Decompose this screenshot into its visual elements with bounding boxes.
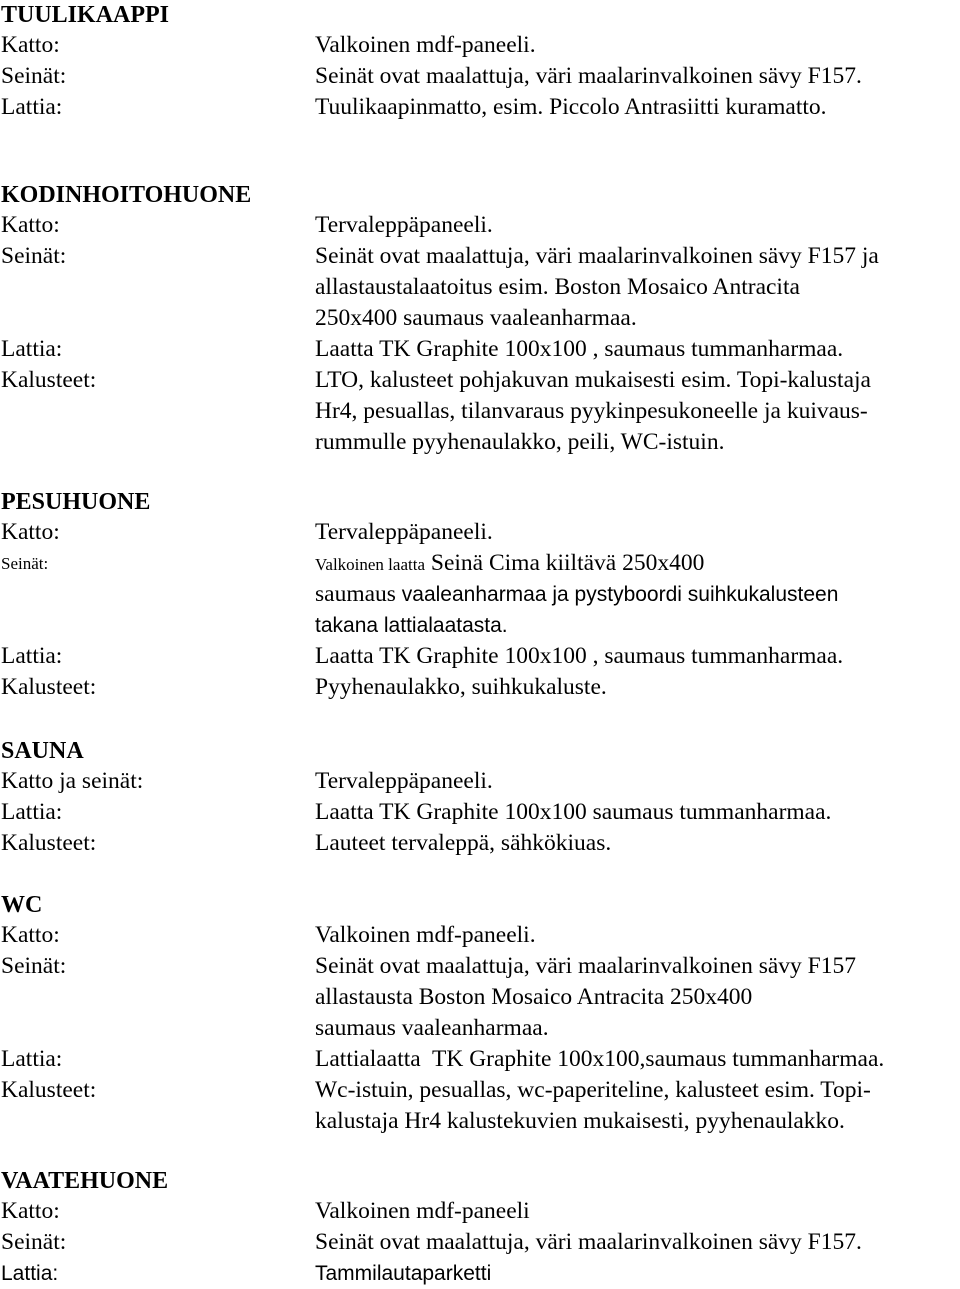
text-line: Pyyhenaulakko, suihkukaluste. — [315, 674, 607, 700]
label-katto: Katto: — [1, 1198, 60, 1224]
row-seinat — [1, 548, 959, 641]
text-line: Laatta TK Graphite 100x100 , saumaus tummanharmaa. — [315, 336, 844, 362]
label-seinat: Seinät: — [1, 243, 67, 269]
label-seinat: Seinät: — [1, 554, 49, 573]
text-line — [315, 548, 959, 579]
value-katto — [315, 30, 959, 61]
value-lattia — [315, 92, 959, 123]
text-line: Hr4, pesuallas, tilanvaraus pyykinpesukoneelle ja kuivaus- — [315, 398, 868, 424]
value-kalusteet — [315, 1075, 959, 1137]
section-title: TUULIKAAPPI — [1, 2, 170, 28]
label-katto: Katto: — [1, 922, 60, 948]
value-seinat — [315, 1227, 959, 1258]
text-line: 250x400 saumaus vaaleanharmaa. — [315, 305, 637, 331]
text-fragment: vaaleanharmaa ja pystyboordi suihkukalusteen — [395, 583, 839, 606]
text-line — [315, 579, 959, 610]
text-line: Laatta TK Graphite 100x100 , saumaus tummanharmaa. — [315, 643, 844, 669]
value-seinat — [315, 241, 959, 334]
text-line: kalustaja Hr4 kalustekuvien mukaisesti, pyyhenaulakko. — [315, 1108, 845, 1134]
row-seinat — [1, 61, 959, 92]
label-kalusteet: Kalusteet: — [1, 367, 97, 393]
row-lattia — [1, 1258, 959, 1289]
label-lattia: Lattia: — [1, 94, 63, 120]
section-tuulikaappi — [1, 0, 959, 123]
text-line: Seinät ovat maalattuja, väri maalarinvalkoinen sävy F157. — [315, 1229, 862, 1255]
value-lattia — [315, 1258, 959, 1289]
text-line: takana lattialaatasta. — [315, 614, 508, 637]
label-seinat: Seinät: — [1, 953, 67, 979]
row-katto-seinat — [1, 766, 959, 797]
value-kalusteet — [315, 828, 959, 859]
value-katto — [315, 920, 959, 951]
label-lattia: Lattia: — [1, 643, 63, 669]
value-seinat — [315, 548, 959, 641]
text-line: Wc-istuin, pesuallas, wc-paperiteline, kalusteet esim. Topi- — [315, 1077, 871, 1103]
label-katto: Katto: — [1, 32, 60, 58]
value-seinat — [315, 61, 959, 92]
text-line: allastaustalaatoitus esim. Boston Mosaico Antracita — [315, 274, 800, 300]
text-line: rummulle pyyhenaulakko, peili, WC-istuin. — [315, 429, 725, 455]
section-kodinhoitohuone — [1, 180, 959, 458]
text-line: Tervaleppäpaneeli. — [315, 768, 493, 794]
label-katto: Katto: — [1, 212, 60, 238]
row-katto — [1, 30, 959, 61]
value-lattia — [315, 1044, 959, 1075]
label-kalusteet: Kalusteet: — [1, 1077, 97, 1103]
section-pesuhuone — [1, 487, 959, 703]
text-line: saumaus vaaleanharmaa. — [315, 1015, 549, 1041]
value-kalusteet — [315, 365, 959, 458]
text-line: Lauteet tervaleppä, sähkökiuas. — [315, 830, 612, 856]
section-title: WC — [1, 892, 43, 918]
row-kalusteet — [1, 1075, 959, 1137]
label-seinat: Seinät: — [1, 63, 67, 89]
text-line: Valkoinen mdf-paneeli. — [315, 32, 536, 58]
label-lattia: Lattia: — [1, 1046, 63, 1072]
label-kalusteet: Kalusteet: — [1, 674, 97, 700]
text-line: Tammilautaparketti — [315, 1262, 492, 1285]
section-title: KODINHOITOHUONE — [1, 182, 252, 208]
value-seinat — [315, 951, 959, 1044]
document-page — [1, 0, 959, 1285]
text-line: Tuulikaapinmatto, esim. Piccolo Antrasiitti kuramatto. — [315, 94, 827, 120]
row-kalusteet — [1, 365, 959, 458]
row-seinat — [1, 951, 959, 1044]
value-kalusteet — [315, 672, 959, 703]
text-line: Lattialaatta TK Graphite 100x100,saumaus tummanharmaa. — [315, 1046, 885, 1072]
row-seinat — [1, 1227, 959, 1258]
value-katto — [315, 517, 959, 548]
text-line: Seinät ovat maalattuja, väri maalarinvalkoinen sävy F157. — [315, 63, 862, 89]
label-seinat: Seinät: — [1, 1229, 67, 1255]
section-vaatehuone — [1, 1166, 959, 1289]
section-title: PESUHUONE — [1, 489, 151, 515]
text-line: LTO, kalusteet pohjakuvan mukaisesti esim. Topi-kalustaja — [315, 367, 871, 393]
value-katto — [315, 210, 959, 241]
text-line: allastausta Boston Mosaico Antracita 250x400 — [315, 984, 753, 1010]
value-katto-seinat — [315, 766, 959, 797]
row-katto — [1, 210, 959, 241]
text-line: Seinät ovat maalattuja, väri maalarinvalkoinen sävy F157 — [315, 953, 856, 979]
row-kalusteet — [1, 828, 959, 859]
row-katto — [1, 1196, 959, 1227]
section-sauna — [1, 736, 959, 859]
row-kalusteet — [1, 672, 959, 703]
value-lattia — [315, 334, 959, 365]
label-kalusteet: Kalusteet: — [1, 830, 97, 856]
section-title: SAUNA — [1, 738, 84, 764]
row-katto — [1, 517, 959, 548]
text-fragment: saumaus — [315, 581, 396, 607]
row-lattia — [1, 334, 959, 365]
row-lattia — [1, 641, 959, 672]
value-katto — [315, 1196, 959, 1227]
row-lattia — [1, 797, 959, 828]
section-wc — [1, 890, 959, 1137]
text-line: Tervaleppäpaneeli. — [315, 519, 493, 545]
label-lattia: Lattia: — [1, 799, 63, 825]
value-lattia — [315, 797, 959, 828]
value-lattia — [315, 641, 959, 672]
text-line: Laatta TK Graphite 100x100 saumaus tummanharmaa. — [315, 799, 832, 825]
text-line: Valkoinen mdf-paneeli — [315, 1198, 530, 1224]
text-line: Valkoinen mdf-paneeli. — [315, 922, 536, 948]
label-lattia: Lattia: — [1, 1262, 59, 1285]
label-katto: Katto: — [1, 519, 60, 545]
text-line: Tervaleppäpaneeli. — [315, 212, 493, 238]
row-katto — [1, 920, 959, 951]
label-lattia: Lattia: — [1, 336, 63, 362]
text-fragment: Valkoinen laatta — [315, 555, 425, 574]
text-line: Seinät ovat maalattuja, väri maalarinvalkoinen sävy F157 ja — [315, 243, 879, 269]
label-katto-seinat: Katto ja seinät: — [1, 768, 144, 794]
row-seinat — [1, 241, 959, 334]
text-fragment: Seinä Cima kiiltävä 250x400 — [425, 550, 705, 576]
section-title: VAATEHUONE — [1, 1168, 169, 1194]
row-lattia — [1, 92, 959, 123]
row-lattia — [1, 1044, 959, 1075]
